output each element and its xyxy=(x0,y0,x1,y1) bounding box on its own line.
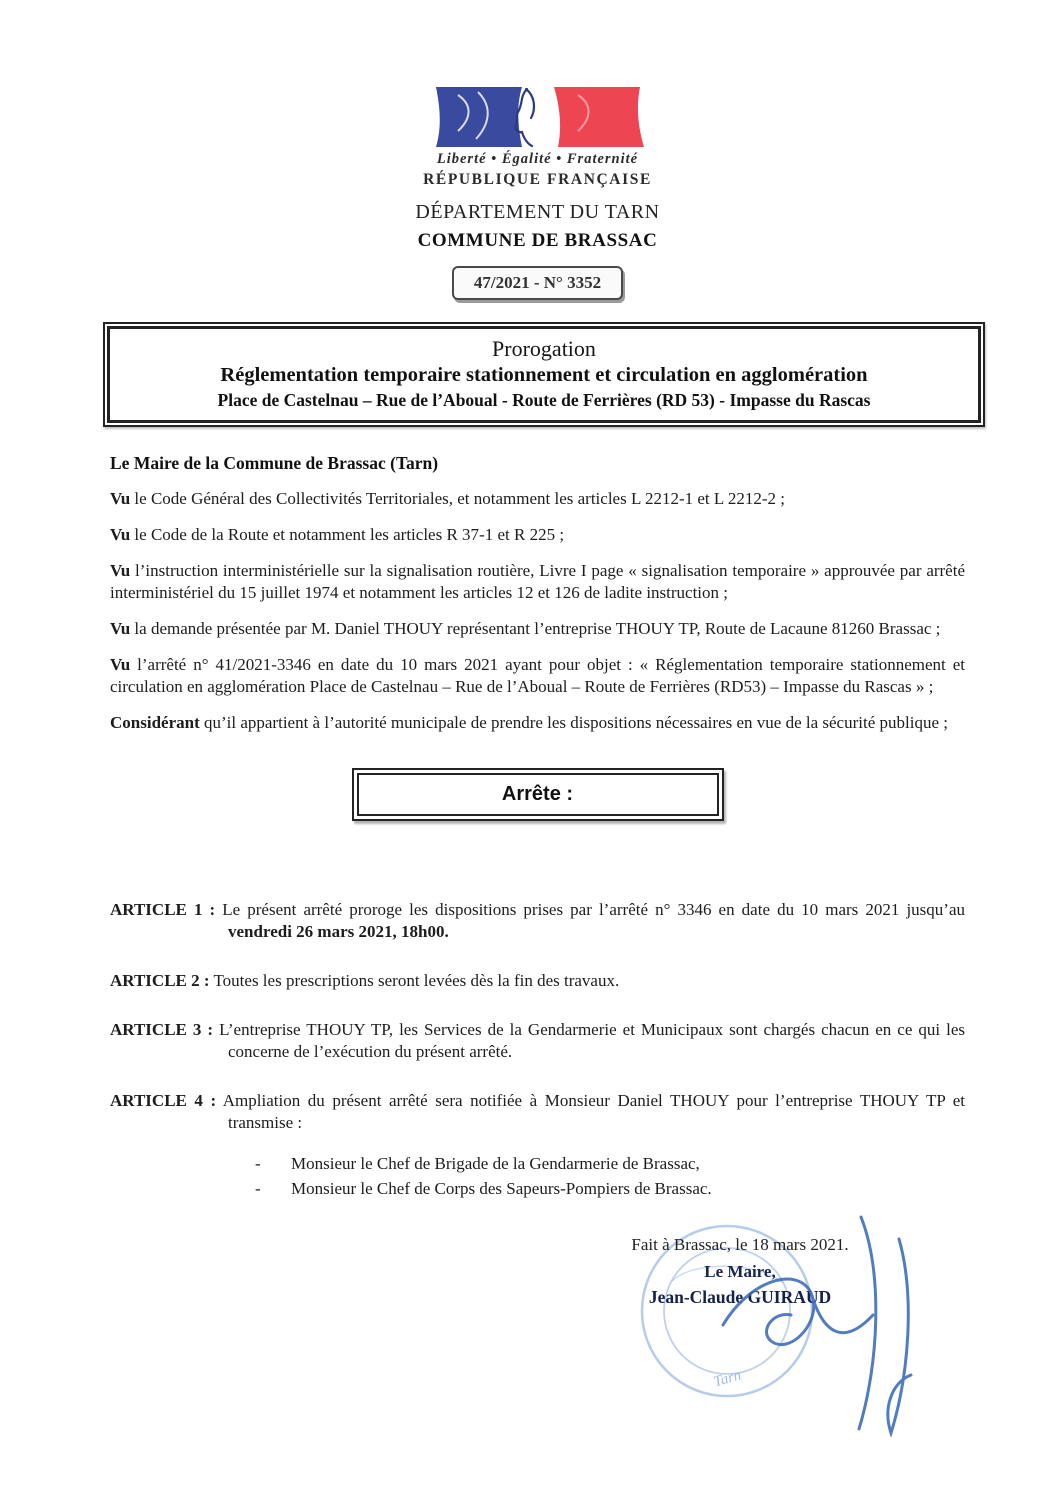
decree-title-line1: Prorogation xyxy=(492,336,596,361)
clause-label: Vu xyxy=(110,655,131,674)
vu-clause-3 xyxy=(110,560,965,604)
department-title: DÉPARTEMENT DU TARN xyxy=(415,201,660,223)
clause-label: Vu xyxy=(110,489,131,508)
article-text: Toutes les prescriptions seront levées dès la fin des travaux. xyxy=(209,971,620,990)
clause-label: Vu xyxy=(110,525,131,544)
clause-label: Vu xyxy=(110,561,131,580)
clause-text: le Code de la Route et notamment les articles R 37-1 et R 225 ; xyxy=(130,525,565,544)
article-4 xyxy=(110,1090,965,1134)
article-text: Le présent arrêté proroge les dispositions prises par l’arrêté n° 3346 en date du 10 mars 2021 jusqu’au xyxy=(215,900,965,919)
republic-motto: Liberté • Égalité • Fraternité xyxy=(436,151,639,167)
article-label: ARTICLE 4 : xyxy=(110,1091,217,1110)
vu-clause-2 xyxy=(110,524,965,546)
vu-clause-4 xyxy=(110,618,965,640)
article-text: L’entreprise THOUY TP, les Services de la Gendarmerie et Municipaux sont chargés chacun en ce qui les concerne de l’exécution du présent arrêté. xyxy=(213,1020,966,1061)
arrete-heading-box xyxy=(352,768,724,821)
article-2 xyxy=(110,970,965,992)
list-item: - Monsieur le Chef de Corps des Sapeurs-Pompiers de Brassac. xyxy=(255,1176,965,1201)
considerant-clause xyxy=(110,712,965,734)
decree-title-line2: Réglementation temporaire stationnement et circulation en agglomération xyxy=(220,364,868,386)
clause-text: l’arrêté n° 41/2021-3346 en date du 10 mars 2021 ayant pour objet : « Réglementation temporaire stationnement et circulation en agglomération Place de Castelnau – Rue de l’Aboual – Route de Ferrières (RD53) – Impasse du Rascas » ; xyxy=(110,655,965,696)
clause-text: l’instruction interministérielle sur la signalisation routière, Livre I page « signalisation temporaire » approuvée par arrêté interministériel du 15 juillet 1974 et notamment les articles 12 et 126 de ladite instruction ; xyxy=(110,561,965,602)
decree-title-line3: Place de Castelnau – Rue de l’Aboual - Route de Ferrières (RD 53) - Impasse du Rascas xyxy=(217,390,871,410)
notification-recipients-list xyxy=(255,1151,965,1201)
articles-section xyxy=(110,899,965,1201)
signer-title: Le Maire, xyxy=(704,1262,776,1281)
mayor-opening-line: Le Maire de la Commune de Brassac (Tarn) xyxy=(110,453,439,473)
clause-text: la demande présentée par M. Daniel THOUY représentant l’entreprise THOUY TP, Route de Lacaune 81260 Brassac ; xyxy=(130,619,941,638)
clause-label: Considérant xyxy=(110,713,200,732)
article-label: ARTICLE 3 : xyxy=(110,1020,214,1039)
article-bold-text: vendredi 26 mars 2021, 18h00. xyxy=(228,922,449,941)
article-text: Ampliation du présent arrêté sera notifiée à Monsieur Daniel THOUY pour l’entreprise THOUY TP et transmise : xyxy=(216,1091,965,1132)
article-label: ARTICLE 1 : xyxy=(110,900,216,919)
article-label: ARTICLE 2 : xyxy=(110,971,210,990)
document-header xyxy=(110,0,965,300)
french-republic-flag-icon xyxy=(426,86,650,148)
article-1 xyxy=(110,899,965,943)
list-item: - Monsieur le Chef de Brigade de la Gendarmerie de Brassac, xyxy=(255,1151,965,1176)
decree-title-box-inner xyxy=(107,326,981,423)
signature-text xyxy=(575,1235,905,1308)
signature-block xyxy=(575,1235,905,1391)
vu-clause-5 xyxy=(110,654,965,698)
clause-text: le Code Général des Collectivités Territoriales, et notamment les articles L 2212-1 et L 2212-2 ; xyxy=(130,489,786,508)
commune-title: COMMUNE DE BRASSAC xyxy=(417,230,658,251)
place-and-date: Fait à Brassac, le 18 mars 2021. xyxy=(631,1235,849,1254)
arrete-heading: Arrête : xyxy=(357,773,719,816)
stamp-text: Tarn xyxy=(711,1367,744,1391)
article-3 xyxy=(110,1019,965,1063)
republic-title: RÉPUBLIQUE FRANÇAISE xyxy=(423,171,652,188)
clause-label: Vu xyxy=(110,619,131,638)
decree-reference-badge: 47/2021 - N° 3352 xyxy=(452,266,623,300)
signer-name: Jean-Claude GUIRAUD xyxy=(648,1287,832,1307)
vu-clause-1 xyxy=(110,488,965,510)
clause-text: qu’il appartient à l’autorité municipale de prendre les dispositions nécessaires en vue de la sécurité publique ; xyxy=(199,713,948,732)
decree-title-box xyxy=(103,322,985,427)
